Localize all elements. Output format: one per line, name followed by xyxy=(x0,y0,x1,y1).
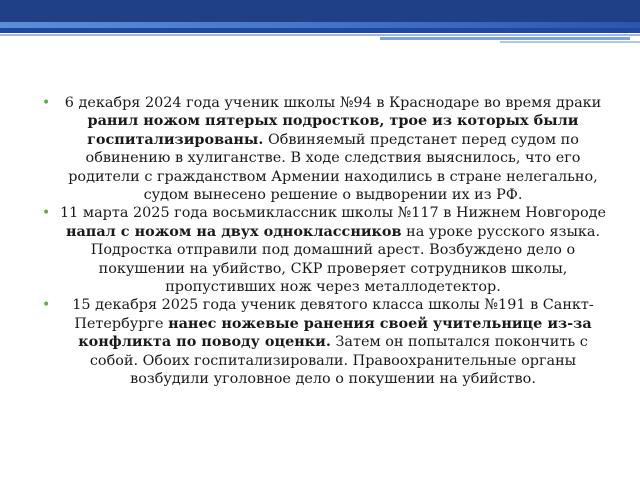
header-accent-line xyxy=(380,37,630,40)
header-band xyxy=(0,0,640,22)
bullet-text-post: Обвиняемый предстанет перед судом по обвинению в хулиганстве. В ходе следствия выяснилось, что его родители с гражданством Армении находились в стране нелегально, судом вынесено решение о выдворении их из РФ. xyxy=(68,131,598,204)
header-stripe-dark xyxy=(0,28,640,33)
bullet-text-bold: ранил ножом пятерых подростков, трое из которых были госпитализированы. xyxy=(87,112,579,148)
bullet-icon: • xyxy=(42,95,51,111)
bullet-icon: • xyxy=(42,205,51,222)
bullet-item-1 xyxy=(40,94,608,204)
bullet-text-pre: 11 марта 2025 года восьмиклассник школы №117 в Нижнем Новгороде xyxy=(59,205,606,222)
bullet-text-pre: 15 декабря 2025 года ученик девятого класса школы №191 в Санкт-Петербурге xyxy=(72,297,594,332)
bullet-item-3 xyxy=(40,296,608,388)
header-divider xyxy=(0,34,640,36)
bullet-text-bold: нанес ножевые ранения своей учительнице из-за конфликта по поводу оценки. xyxy=(78,314,592,351)
bullet-list xyxy=(40,94,608,389)
bullet-item-2 xyxy=(40,204,608,296)
bullet-text-pre: 6 декабря 2024 года ученик школы №94 в Краснодаре во время драки xyxy=(64,95,602,111)
bullet-text-bold: напал с ножом на двух одноклассников xyxy=(65,222,402,240)
bullet-icon: • xyxy=(42,297,51,314)
bullet-text-post: на уроке русского языка. Подростка отправили под домашний арест. Возбуждено дело о покушении на убийство, СКР проверяет сотрудников школы, пропустивших нож через металлодетектор. xyxy=(90,223,601,296)
slide-content xyxy=(40,94,608,389)
header-accent-line-short xyxy=(500,41,640,43)
bullet-text-post: Затем он попытался покончить с собой. Обоих госпитализировали. Правоохранительные органы возбудили уголовное дело о покушении на убийство. xyxy=(89,334,588,388)
